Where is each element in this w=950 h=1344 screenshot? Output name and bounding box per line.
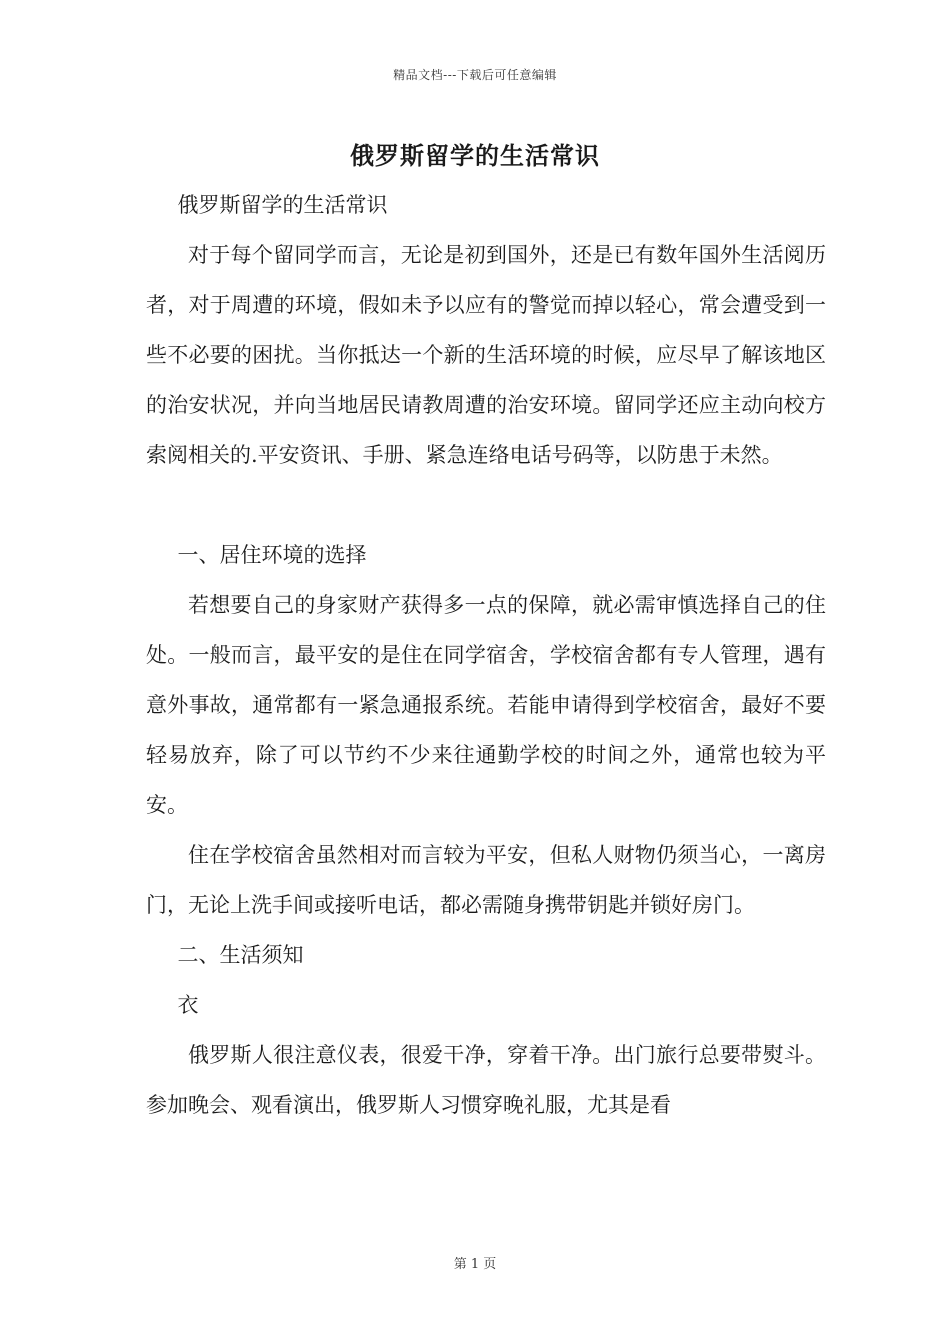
paragraph-intro: 对于每个留同学而言，无论是初到国外，还是已有数年国外生活阅历者，对于周遭的环境，假如未予以应有的警觉而掉以轻心，常会遭受到一些不必要的困扰。当你抵达一个新的生活环境的时候，应尽早了解该地区的治安状况，并向当地居民请教周遭的治安环境。留同学还应主动向校方索阅相关的.平安资讯、手册、紧急连络电话号码等，以防患于未然。 (146, 243, 826, 467)
document-body (146, 180, 826, 1130)
blank-line (146, 480, 826, 530)
section-heading-housing: 一、居住环境的选择 (177, 543, 367, 567)
paragraph-housing-1: 若想要自己的身家财产获得多一点的保障，就必需审慎选择自己的住处。一般而言，最平安的是住在同学宿舍，学校宿舍都有专人管理，遇有意外事故，通常都有一紧急通报系统。若能申请得到学校宿舍，最好不要轻易放弃，除了可以节约不少来往通勤学校的时间之外，通常也较为平安。 (146, 593, 826, 817)
section-heading-living: 二、生活须知 (177, 943, 304, 967)
subsection-heading-clothing: 衣 (177, 993, 199, 1017)
page-number: 第 1 页 (453, 1257, 497, 1272)
page-header-note: 精品文档---下载后可任意编辑 (393, 68, 557, 82)
paragraph-housing-2: 住在学校宿舍虽然相对而言较为平安，但私人财物仍须当心，一离房门，无论上洗手间或接听电话，都必需随身携带钥匙并锁好房门。 (146, 843, 826, 917)
subtitle: 俄罗斯留学的生活常识 (177, 193, 388, 217)
document-title: 俄罗斯留学的生活常识 (350, 141, 600, 170)
paragraph-clothing: 俄罗斯人很注意仪表，很爱干净，穿着干净。出门旅行总要带熨斗。参加晚会、观看演出，俄罗斯人习惯穿晚礼服，尤其是看 (146, 1043, 826, 1117)
